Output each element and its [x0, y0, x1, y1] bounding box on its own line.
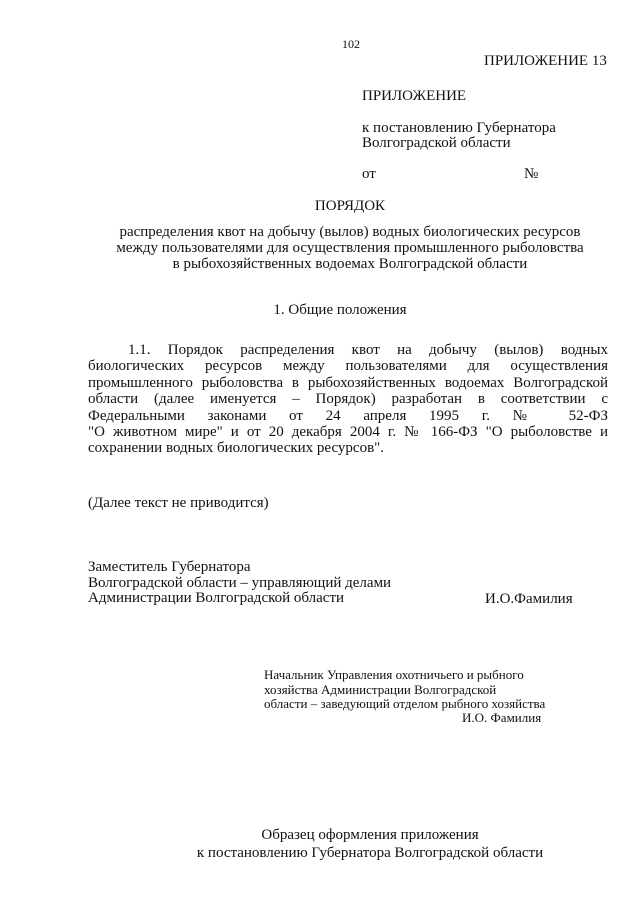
- header-number-sign: №: [524, 166, 539, 182]
- signature-position: [88, 560, 391, 607]
- section-heading-block: [40, 302, 640, 318]
- approval-name: И.О. Фамилия: [462, 710, 542, 725]
- footer-caption: [40, 826, 640, 862]
- header-title: ПРИЛОЖЕНИЕ: [362, 88, 467, 104]
- page-number: 102: [342, 37, 360, 51]
- subtitle-line: распределения квот на добычу (вылов) водных биологических ресурсов: [119, 224, 581, 240]
- approval-position: [264, 668, 545, 712]
- omitted-text-note: (Далее текст не приводится): [88, 495, 269, 511]
- document-title: ПОРЯДОК: [314, 198, 386, 214]
- subtitle-line: между пользователями для осуществления промышленного рыболовства: [116, 240, 584, 256]
- paragraph-line: биологических ресурсов между пользователями для осуществления: [88, 358, 608, 375]
- footer-caption-line1: Образец оформления приложения: [261, 827, 479, 843]
- paragraph-line: области (далее именуется – Порядок) разработан в соответствии с: [88, 391, 608, 408]
- header-resolution-line2: Волгоградской области: [362, 135, 511, 151]
- subtitle-line: в рыбохозяйственных водоемах Волгоградской области: [172, 256, 528, 272]
- header-resolution-line1: к постановлению Губернатора: [362, 120, 556, 136]
- header-date-prefix: от: [362, 166, 376, 182]
- signature-position-line: Волгоградской области – управляющий делами: [88, 574, 392, 591]
- approval-position-line: хозяйства Администрации Волгоградской: [264, 681, 497, 697]
- signature-name: И.О.Фамилия: [485, 591, 573, 607]
- body-paragraph: [88, 342, 608, 457]
- paragraph-line: "О животном мире" и от 20 декабря 2004 г. № 166-ФЗ "О рыболовстве и: [88, 424, 608, 441]
- section-heading: 1. Общие положения: [273, 302, 407, 318]
- paragraph-line: 1.1. Порядок распределения квот на добычу (вылов) водных: [128, 342, 608, 358]
- paragraph-line: сохранении водных биологических ресурсов".: [88, 440, 385, 457]
- document-title-block: [40, 198, 640, 214]
- approval-position-line: области – заведующий отделом рыбного хозяйства: [264, 696, 546, 711]
- footer-caption-line2: к постановлению Губернатора Волгоградской области: [196, 845, 544, 861]
- document-subtitle: [60, 224, 640, 272]
- appendix-label: ПРИЛОЖЕНИЕ 13: [484, 53, 607, 69]
- signature-position-line: Администрации Волгоградской области: [88, 590, 345, 606]
- signature-position-line: Заместитель Губернатора: [88, 559, 251, 575]
- paragraph-line: Федеральными законами от 24 апреля 1995 г. № 52-ФЗ: [88, 407, 608, 424]
- paragraph-line: промышленного рыболовства в рыбохозяйственных водоемах Волгоградской: [88, 374, 608, 391]
- approval-position-line: Начальник Управления охотничьего и рыбного: [264, 667, 524, 682]
